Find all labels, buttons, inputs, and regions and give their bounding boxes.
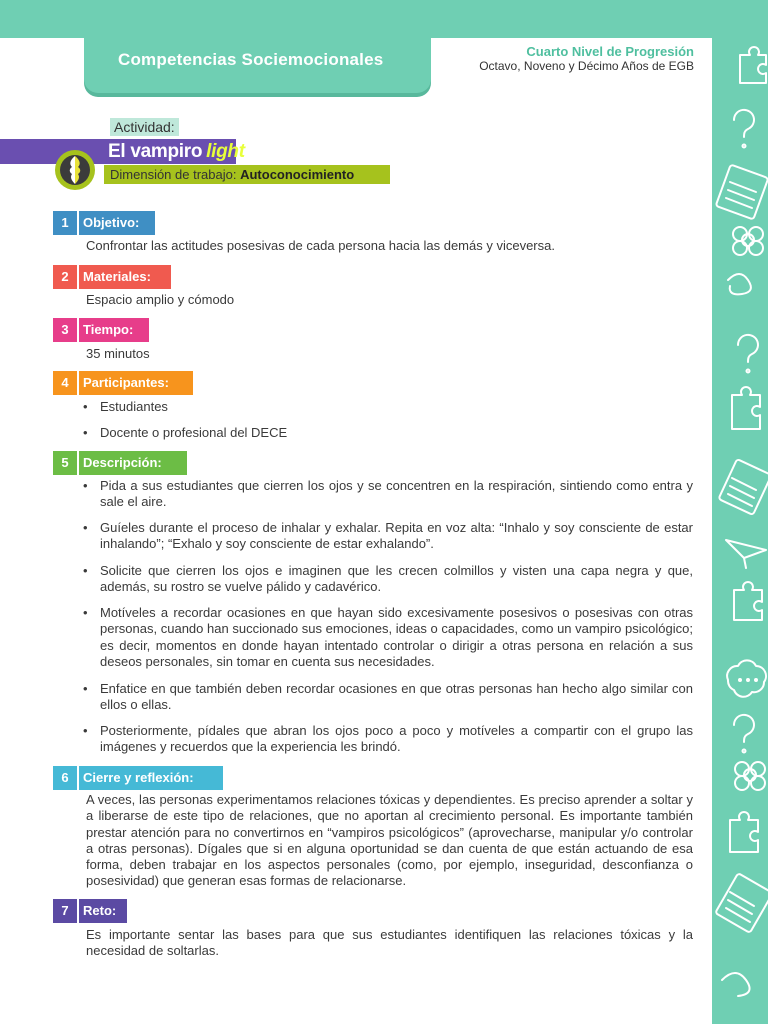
description-item: • Motíveles a recordar ocasiones en que hayan sido excesivamente posesivos o posesivas con otras personas, cuando han succionado sus emociones, ideas o capacidades, como un vampiro psicológico; es decir, momentos en donde hayan intentado controlar o dirigir a otras persona en relación a sus deseos personales, sin tomar en cuenta sus necesidades. xyxy=(100,605,693,670)
materiales-text: Espacio amplio y cómodo xyxy=(86,292,235,307)
level-subtitle: Octavo, Noveno y Décimo Años de EGB xyxy=(479,59,694,73)
flower-icon xyxy=(733,227,763,255)
section-number: 7 xyxy=(53,899,77,923)
section-number: 3 xyxy=(53,318,77,342)
question-mark-icon xyxy=(734,110,754,148)
description-item: • Solicite que cierren los ojos e imaginen que les crecen colmillos y visten una capa negra y que, además, su rostro se vuelve pálido y cadavérico. xyxy=(100,563,693,596)
level-block xyxy=(479,44,694,74)
section-tiempo xyxy=(53,318,149,342)
dimension-value: Autoconocimiento xyxy=(240,167,355,182)
paper-plane-icon xyxy=(726,540,766,568)
activity-label: Actividad: xyxy=(110,118,179,136)
tiempo-text: 35 minutos xyxy=(86,346,150,361)
reto-text: Es importante sentar las bases para que sus estudiantes identifiquen las relaciones tóxicas y la necesidad de soltarlas. xyxy=(86,927,693,959)
section-number: 1 xyxy=(53,211,77,235)
section-number: 5 xyxy=(53,451,77,475)
right-decoration-strip xyxy=(712,0,768,1024)
notebook-icon xyxy=(716,164,768,219)
puzzle-icon xyxy=(734,582,762,620)
swirl-icon xyxy=(728,274,751,294)
puzzle-icon xyxy=(732,387,760,429)
puzzle-icon xyxy=(730,812,758,852)
description-item: • Guíeles durante el proceso de inhalar y exhalar. Repita en voz alta: “Inhalo y soy consciente de estar inhalando”; “Exhalo y soy consciente de estar exhalando”. xyxy=(100,520,693,553)
notebook-icon xyxy=(715,873,768,933)
objetivo-text: Confrontar las actitudes posesivas de cada persona hacia las demás y viceversa. xyxy=(86,238,555,253)
participant-item: • Estudiantes xyxy=(100,399,693,415)
section-objetivo xyxy=(53,211,155,235)
section-materiales xyxy=(53,265,171,289)
section-number: 6 xyxy=(53,766,77,790)
question-mark-icon xyxy=(738,335,758,373)
notebook-icon xyxy=(718,459,768,515)
description-item: • Pida a sus estudiantes que cierren los ojos y se concentren en la respiración, sintiendo como entra y sale el aire. xyxy=(100,478,693,511)
section-label: Participantes: xyxy=(79,371,193,395)
swirl-icon xyxy=(722,973,750,996)
dimension-text xyxy=(110,165,354,184)
flower-icon xyxy=(735,762,765,790)
section-number: 2 xyxy=(53,265,77,289)
description-item: • Posteriormente, pídales que abran los ojos poco a poco y motíveles a compartir con el grupo las imágenes y recuerdos que la experiencia les brindó. xyxy=(100,723,693,756)
cierre-text: A veces, las personas experimentamos relaciones tóxicas y dependientes. Es preciso aprender a soltar y a liberarse de este tipo de relaciones, que no aportan al crecimiento personal. Es importante también prestar atención para no convertirnos en “vampiros psicológicos” (aprovecharse, manipular y/o controlar a otras personas). Dígales que si en alguna oportunidad se dan cuenta de que están actuando de esa forma, deben trabajar en los aspectos personales (como, por ejemplo, inseguridad, desconfianza o posesividad) que generan esas formas de relacionarse. xyxy=(86,792,693,889)
section-reto xyxy=(53,899,127,923)
face-profile-icon xyxy=(54,149,100,191)
section-label: Reto: xyxy=(79,899,127,923)
section-label: Tiempo: xyxy=(79,318,149,342)
doodle-pattern xyxy=(712,0,768,1024)
activity-title xyxy=(108,139,245,164)
activity-title-light: light xyxy=(206,141,245,162)
dimension-label: Dimensión de trabajo: xyxy=(110,167,237,182)
participant-item: • Docente o profesional del DECE xyxy=(100,425,693,441)
section-cierre xyxy=(53,766,223,790)
puzzle-icon xyxy=(740,47,766,83)
question-mark-icon xyxy=(734,715,754,753)
section-label: Cierre y reflexión: xyxy=(79,766,223,790)
section-label: Materiales: xyxy=(79,265,171,289)
section-participantes xyxy=(53,371,193,395)
level-title: Cuarto Nivel de Progresión xyxy=(526,44,694,59)
header-title: Competencias Sociemocionales xyxy=(118,50,384,69)
speech-cloud-icon xyxy=(727,660,766,696)
activity-title-main: El vampiro xyxy=(108,141,203,162)
section-label: Descripción: xyxy=(79,451,187,475)
section-label: Objetivo: xyxy=(79,211,155,235)
section-number: 4 xyxy=(53,371,77,395)
description-item: • Enfatice en que también deben recordar ocasiones en que otras personas han hecho algo similar con ellos o ellas. xyxy=(100,681,693,714)
section-descripcion xyxy=(53,451,187,475)
